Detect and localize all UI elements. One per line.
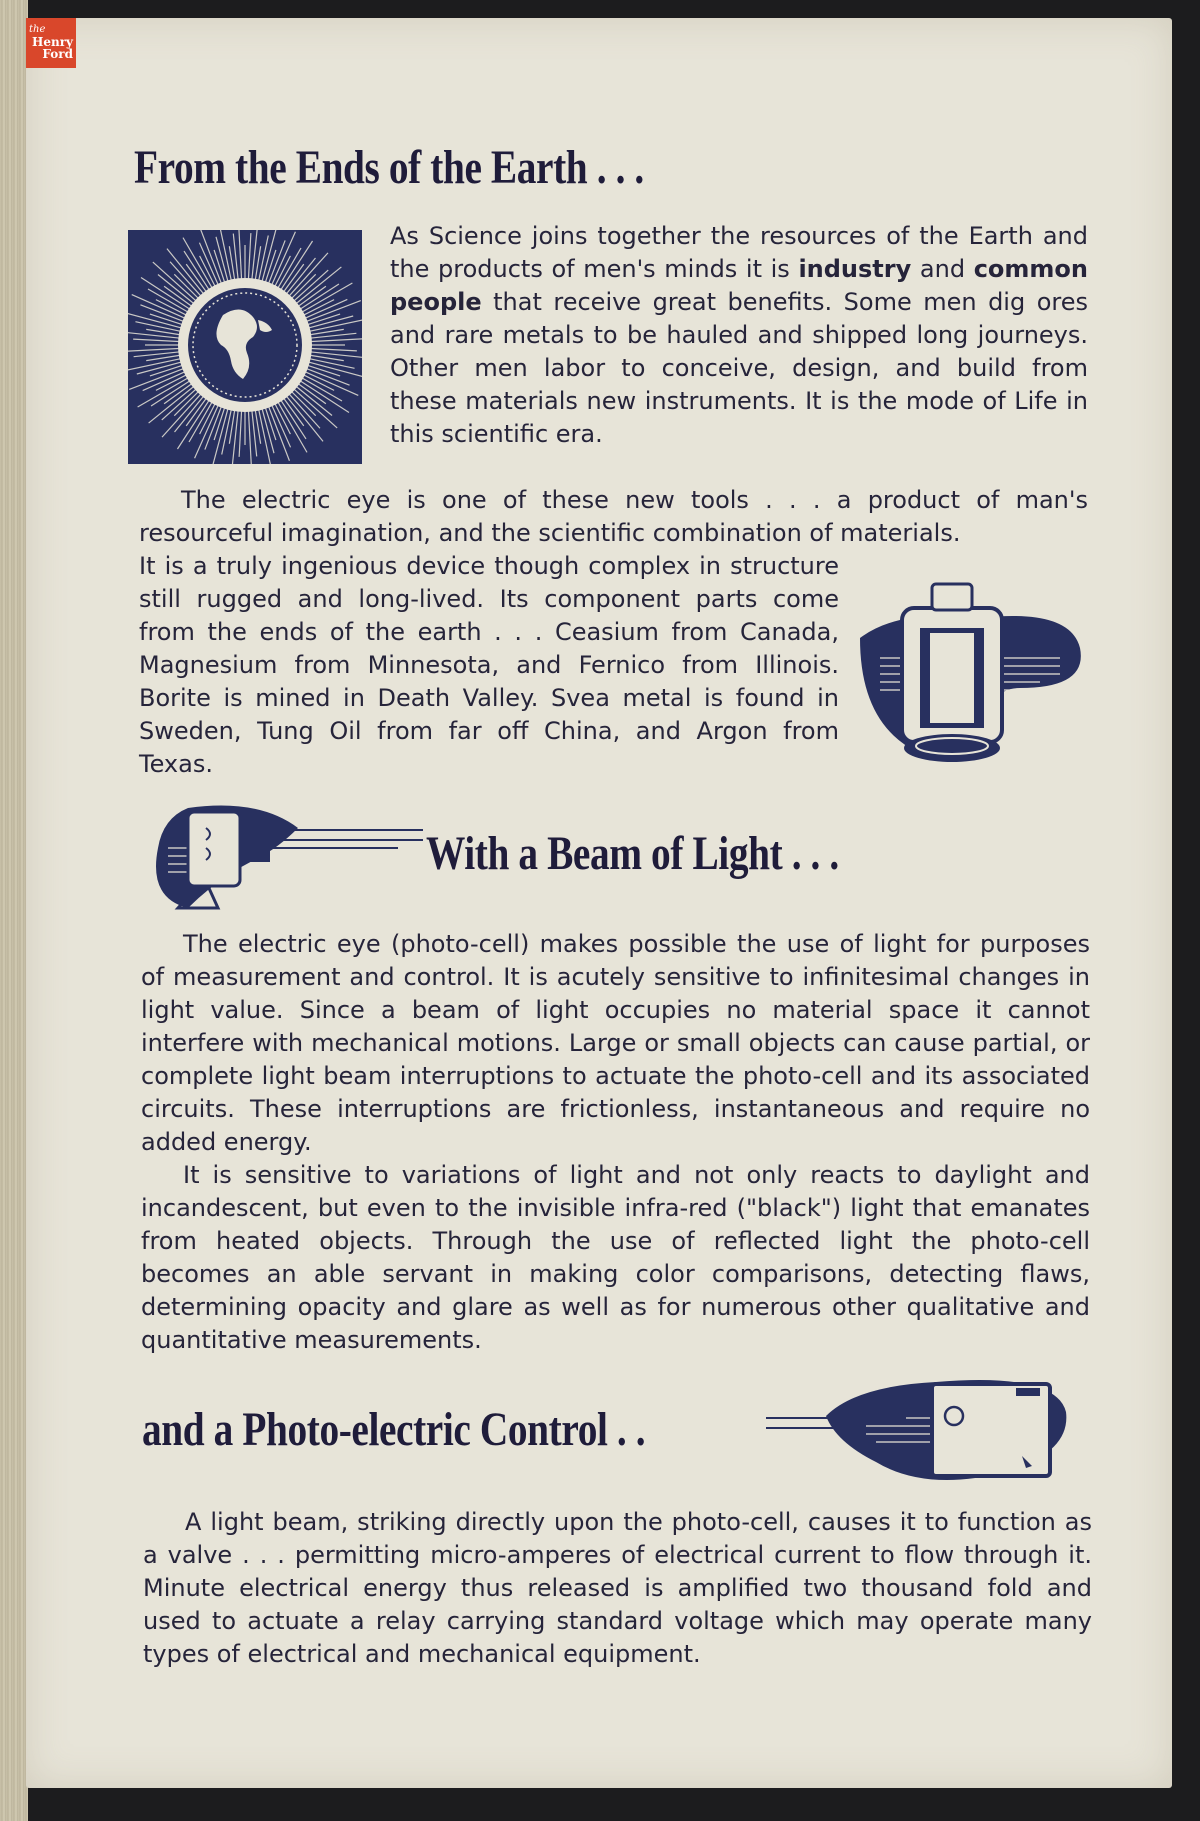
bold-industry: industry	[798, 255, 912, 283]
heading-ends-of-earth: From the Ends of the Earth . . .	[134, 141, 644, 194]
light-projector-icon	[148, 788, 428, 918]
section1-para2: The electric eye is one of these new tools . . . a product of man's resourceful imagination, and the scientific combination of materials.	[139, 486, 1088, 547]
book-page	[26, 18, 1172, 1788]
book-spine	[0, 0, 28, 1821]
section3-body: A light beam, striking directly upon the photo-cell, causes it to function as a valve . . . permitting micro-amperes of electrical current to flow through it. Minute electrical energy thus released is amplified two thousand fold and used to actuate a relay carrying standard voltage which may operate many types of electrical and mechanical equipment.	[143, 1508, 1092, 1668]
heading-photo-electric-control: and a Photo-electric Control . .	[142, 1403, 646, 1456]
control-unit-icon	[766, 1356, 1086, 1486]
globe-icon	[128, 230, 362, 464]
section1-intro: As Science joins together the resources of the Earth and the products of men's minds it is industry and common people that receive great benefits. Some men dig ores and rare metals to be hauled and shipped long journeys. Other men labor to conceive, design, and build from these materials new instruments. It is the mode of Life in this scientific era.	[390, 222, 1088, 448]
bold-common-people: common people	[390, 255, 1088, 316]
section2-body: The electric eye (photo-cell) makes possible the use of light for purposes of measurement and control. It is acutely sensitive to infinitesimal changes in light value. Since a beam of light occupies no material space it cannot interfere with mechanical motions. Large or small objects can cause partial, or complete light beam interruptions to actuate the photo-cell and its associated circuits. These interruptions are frictionless, instantaneous and require no added energy. It is sensitive to variations of light and not only reacts to daylight and incandescent, but even to the invisible infra-red ("black") light that emanates from heated objects. Through the use of reflected light the photo-cell becomes an able servant in making color comparisons, detecting flaws, determining opacity and glare as well as for numerous other qualitative and quantitative measurements.	[141, 930, 1090, 1354]
heading-beam-of-light: With a Beam of Light . . .	[426, 827, 839, 880]
photocell-tube-icon	[840, 578, 1090, 778]
section1-para3: It is a truly ingenious device though complex in structure still rugged and long-lived. Its component parts come from the ends of the earth . . . Ceasium from Canada, Magnesium from Minnesota, and Fernico from Illinois. Borite is mined in Death Valley. Svea metal is found in Sweden, Tung Oil from far off China, and Argon from Texas.	[139, 552, 839, 778]
henry-ford-logo: the Henry Ford	[26, 18, 76, 68]
